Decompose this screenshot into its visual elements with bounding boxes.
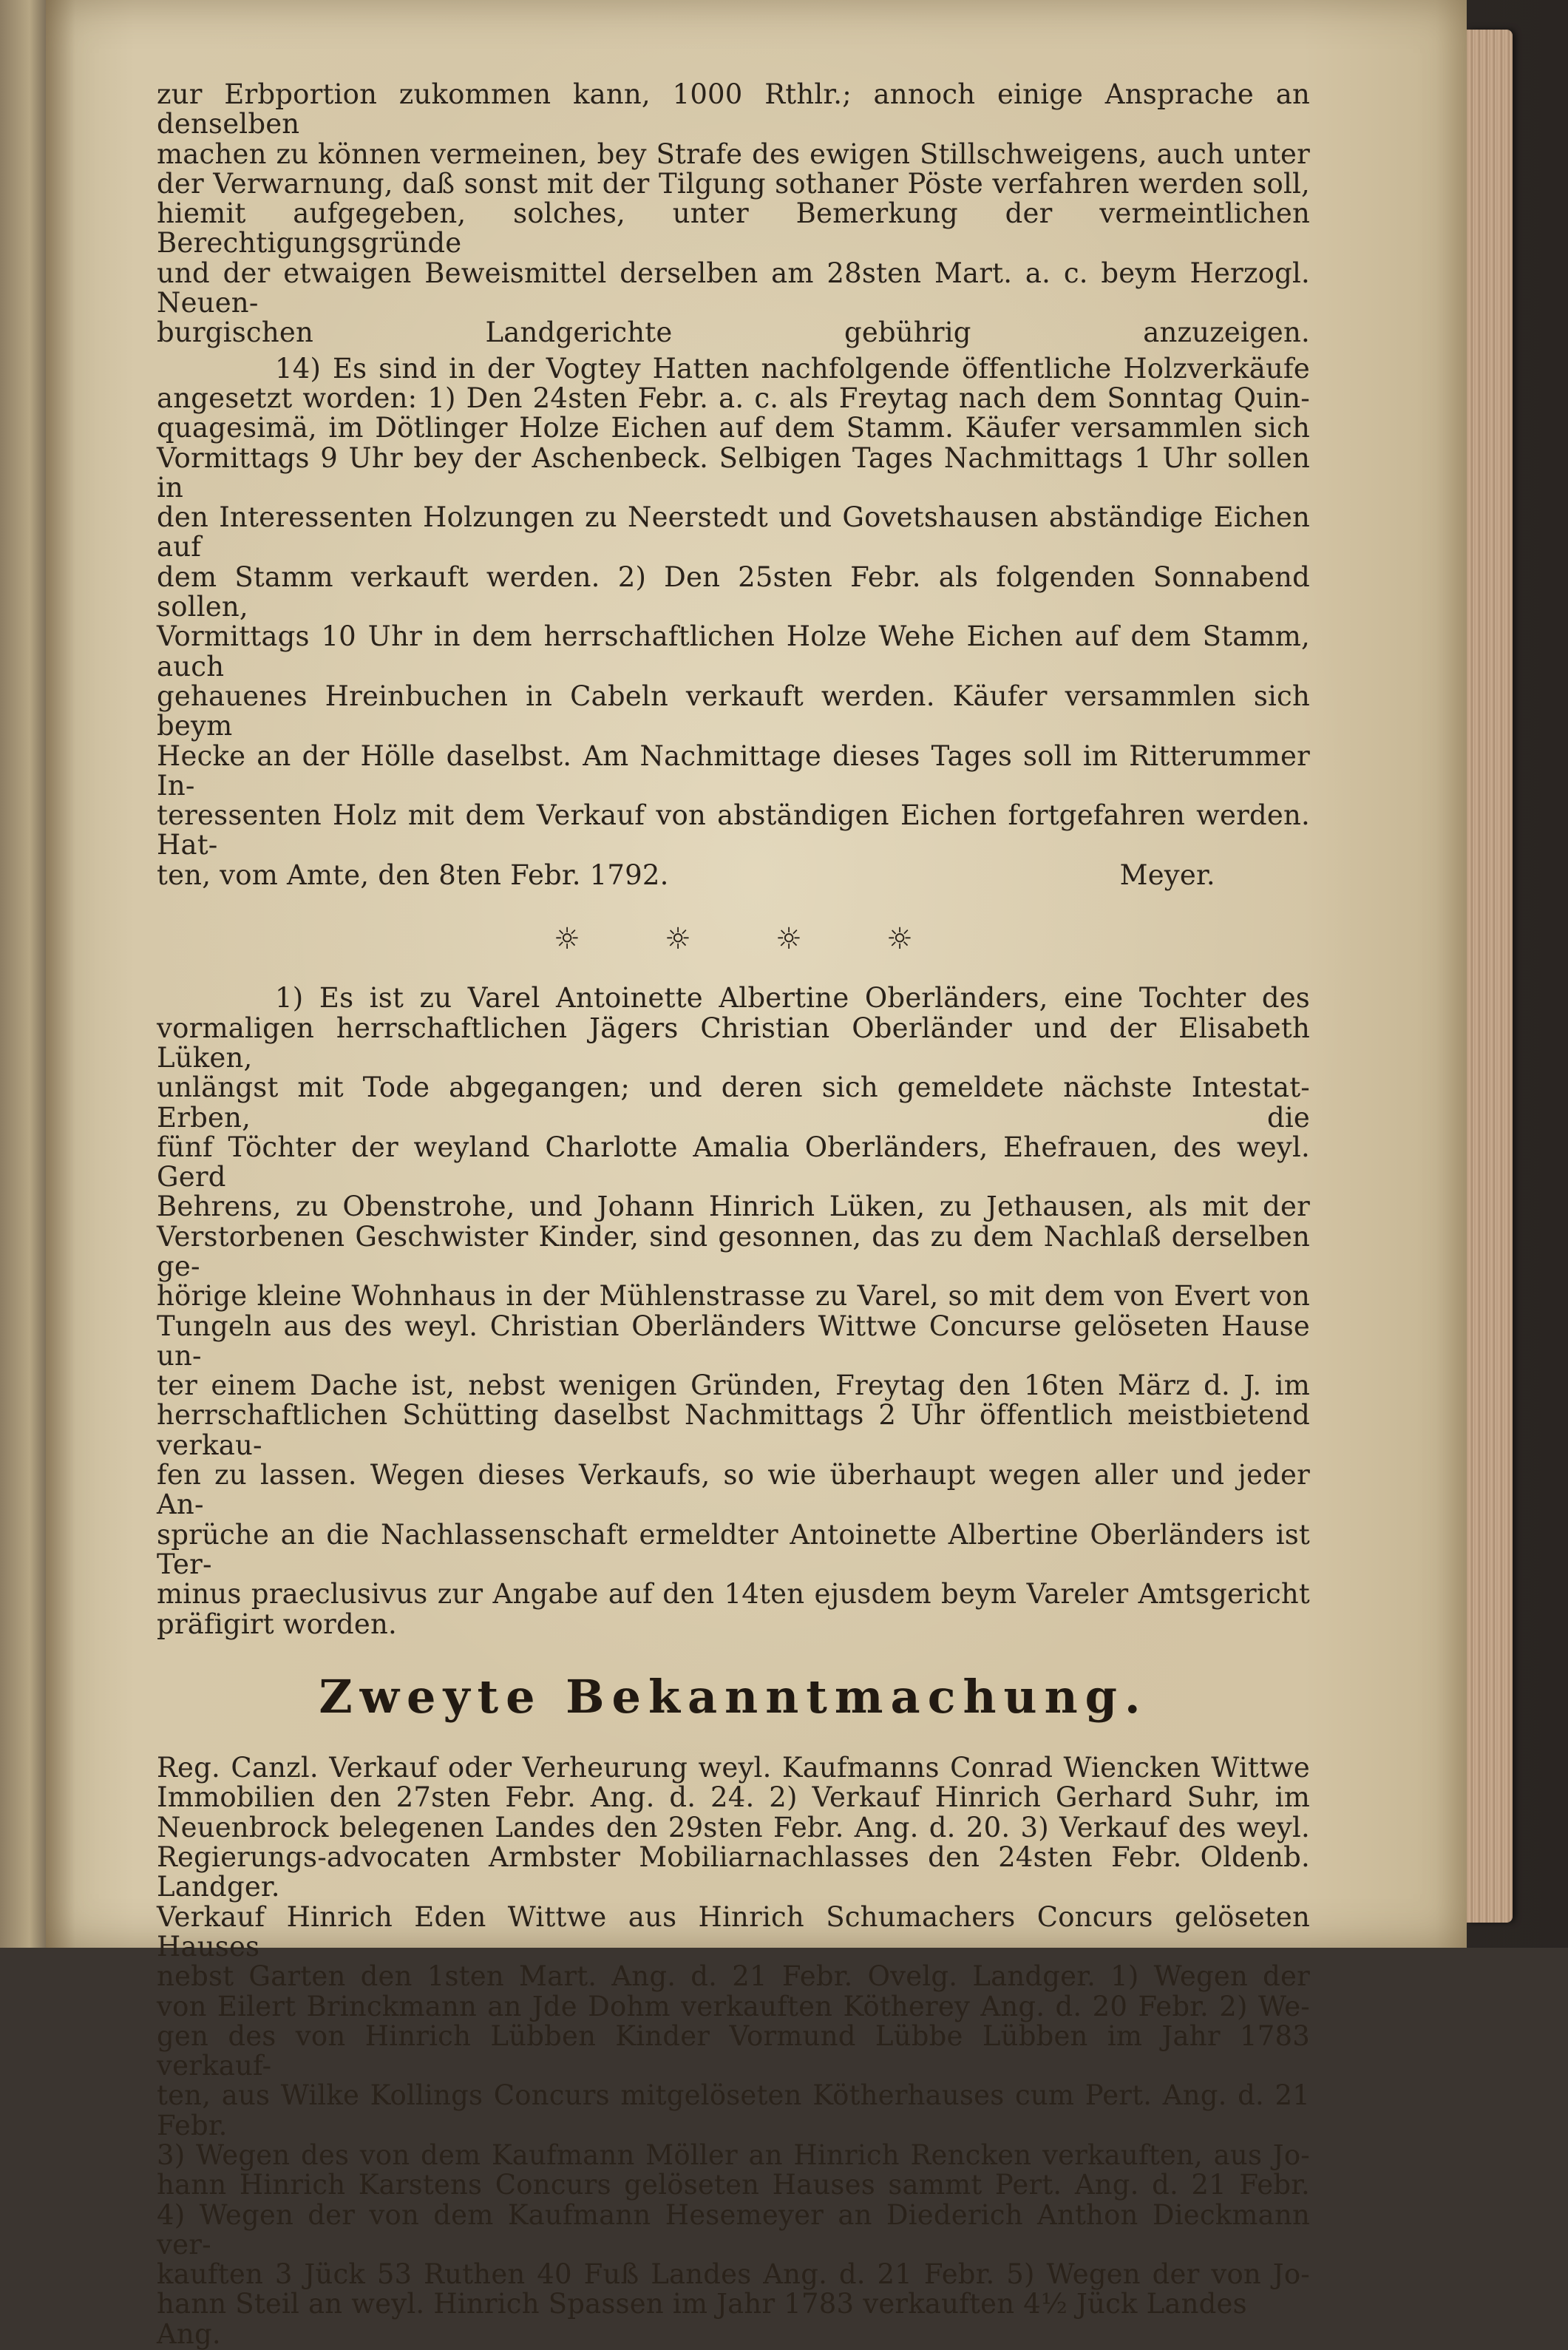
text-line: Regierungs-advocaten Armbster Mobiliarnachlasses den 24sten Febr. Oldenb. Landger. — [157, 1841, 1310, 1903]
text-line: hiemit aufgegeben, solches, unter Bemerkung der vermeintlichen Berechtigungsgründe — [157, 197, 1310, 260]
text-line: 14) Es sind in der Vogtey Hatten nachfolgende öffentliche Holzverkäufe — [275, 352, 1310, 385]
section-inheritance-notice — [157, 80, 1310, 348]
text-line: gen des von Hinrich Lübben Kinder Vormund Lübbe Lübben im Jahr 1783 verkauf- — [157, 2019, 1310, 2082]
text-line: teressenten Holz mit dem Verkauf von abständigen Eichen fortgefahren werden. Hat- — [157, 799, 1310, 861]
text-line: hann Hinrich Karstens Concurs gelöseten Hauses sammt Pert. Ang. d. 21 Febr. — [157, 2169, 1310, 2201]
text-line: Reg. Canzl. Verkauf oder Verheurung weyl. Kaufmanns Conrad Wiencken Wittwe — [157, 1752, 1310, 1784]
text-line: 3) Wegen des von dem Kaufmann Möller an Hinrich Rencken verkauften, aus Jo- — [157, 2139, 1310, 2171]
text-line: Hecke an der Hölle daselbst. Am Nachmittage dieses Tages soll im Ritterummer In- — [157, 739, 1310, 802]
text-line: hann Steil an weyl. Hinrich Spassen im Jahr 1783 verkauften 4½ Jück Landes Ang. — [157, 2288, 1247, 2350]
text-line: nebst Garten den 1sten Mart. Ang. d. 21 Febr. Ovelg. Landger. 1) Wegen der — [157, 1960, 1310, 1993]
text-line: Vormittags 10 Uhr in dem herrschaftlichen Holze Wehe Eichen auf dem Stamm, auch — [157, 620, 1310, 683]
text-line: gehauenes Hreinbuchen in Cabeln verkauft werden. Käufer versammlen sich beym — [157, 680, 1310, 742]
text-line: hörige kleine Wohnhaus in der Mühlenstrasse zu Varel, so mit dem von Evert von — [157, 1280, 1310, 1313]
text-line: dem Stamm verkauft werden. 2) Den 25sten Febr. als folgenden Sonnabend sollen, — [157, 561, 1310, 623]
text-line: quagesimä, im Dötlinger Holze Eichen auf dem Stamm. Käufer versammlen sich — [157, 412, 1310, 444]
text-line: herrschaftlichen Schütting daselbst Nachmittags 2 Uhr öffentlich meistbietend verkau- — [157, 1399, 1310, 1461]
section-second-announcement — [157, 1753, 1310, 2349]
text-line: und der etwaigen Beweismittel derselben am 28sten Mart. a. c. beym Herzogl. Neuen- — [157, 257, 1310, 319]
text-line: zur Erbportion zukommen kann, 1000 Rthlr.; annoch einige Ansprache an denselben — [157, 78, 1310, 140]
text-line: fen zu lassen. Wegen dieses Verkaufs, so wie überhaupt wegen aller und jeder An- — [157, 1459, 1310, 1521]
page-text — [157, 80, 1310, 2349]
asterism-icon: ☼ — [886, 922, 914, 957]
text-line: ter einem Dache ist, nebst wenigen Gründen, Freytag den 16ten März d. J. im — [157, 1369, 1310, 1402]
book-page — [46, 0, 1467, 2350]
text-line: vormaligen herrschaftlichen Jägers Christian Oberländer und der Elisabeth Lüken, — [157, 1012, 1310, 1074]
section-varel-estate-sale — [157, 983, 1310, 1639]
text-line: Behrens, zu Obenstrohe, und Johann Hinrich Lüken, zu Jethausen, als mit der — [157, 1191, 1310, 1223]
asterism-divider — [157, 922, 1310, 957]
page-stack-edge — [1467, 30, 1513, 1923]
text-line: Vormittags 9 Uhr bey der Aschenbeck. Selbigen Tages Nachmittags 1 Uhr sollen in — [157, 441, 1310, 504]
section-wood-sales — [157, 354, 1310, 890]
section-heading: Zweyte Bekanntmachung. — [319, 1669, 1148, 1724]
text-line: minus praeclusivus zur Angabe auf den 14ten ejusdem beym Vareler Amtsgericht — [157, 1578, 1310, 1611]
asterism-icon: ☼ — [553, 922, 581, 957]
text-line: ten, aus Wilke Kollings Concurs mitgelöseten Kötherhauses cum Pert. Ang. d. 21 Febr. — [157, 2079, 1310, 2141]
text-line: kauften 3 Jück 53 Ruthen 40 Fuß Landes Ang. d. 21 Febr. 5) Wegen der von Jo- — [157, 2258, 1310, 2291]
text-line: Verkauf Hinrich Eden Wittwe aus Hinrich Schumachers Concurs gelöseten Hauses — [157, 1900, 1310, 1963]
text-line: burgischen Landgerichte gebührig anzuzeigen. — [157, 316, 1310, 349]
text-line: Verstorbenen Geschwister Kinder, sind gesonnen, das zu dem Nachlaß derselben ge- — [157, 1220, 1310, 1282]
text-line: Immobilien den 27sten Febr. Ang. d. 24. 2) Verkauf Hinrich Gerhard Suhr, im — [157, 1781, 1310, 1814]
text-line-signature: ten, vom Amte, den 8ten Febr. 1792. Meyer. — [157, 859, 1215, 891]
text-line: Neuenbrock belegenen Landes den 29sten Febr. Ang. d. 20. 3) Verkauf des weyl. — [157, 1811, 1310, 1843]
text-line: den Interessenten Holzungen zu Neerstedt und Govetshausen abständige Eichen auf — [157, 501, 1310, 563]
text-line: angesetzt worden: 1) Den 24sten Febr. a. c. als Freytag nach dem Sonntag Quin- — [157, 382, 1310, 414]
asterism-icon: ☼ — [664, 922, 692, 957]
text-line: präfigirt worden. — [157, 1608, 398, 1640]
text-line: der Verwarnung, daß sonst mit der Tilgung sothaner Pöste verfahren werden soll, — [157, 167, 1310, 200]
text-line: unlängst mit Tode abgegangen; und deren sich gemeldete nächste Intestat-Erben, die — [157, 1071, 1310, 1134]
text-line: von Eilert Brinckmann an Jde Dohm verkauften Kötherey Ang. d. 20 Febr. 2) We- — [157, 1990, 1310, 2022]
text-line: machen zu können vermeinen, bey Strafe des ewigen Stillschweigens, auch unter — [157, 138, 1310, 170]
asterism-icon: ☼ — [775, 922, 803, 957]
text-line: fünf Töchter der weyland Charlotte Amalia Oberländers, Ehefrauen, des weyl. Gerd — [157, 1131, 1310, 1193]
text-line: 1) Es ist zu Varel Antoinette Albertine Oberländers, eine Tochter des — [275, 982, 1310, 1015]
text-line: Tungeln aus des weyl. Christian Oberländers Wittwe Concurse gelöseten Hause un- — [157, 1310, 1310, 1372]
text-line: 4) Wegen der von dem Kaufmann Hesemeyer an Diederich Anthon Dieckmann ver- — [157, 2198, 1310, 2261]
text-line: sprüche an die Nachlassenschaft ermeldter Antoinette Albertine Oberländers ist Ter- — [157, 1518, 1310, 1580]
left-page-edge — [0, 0, 52, 1948]
